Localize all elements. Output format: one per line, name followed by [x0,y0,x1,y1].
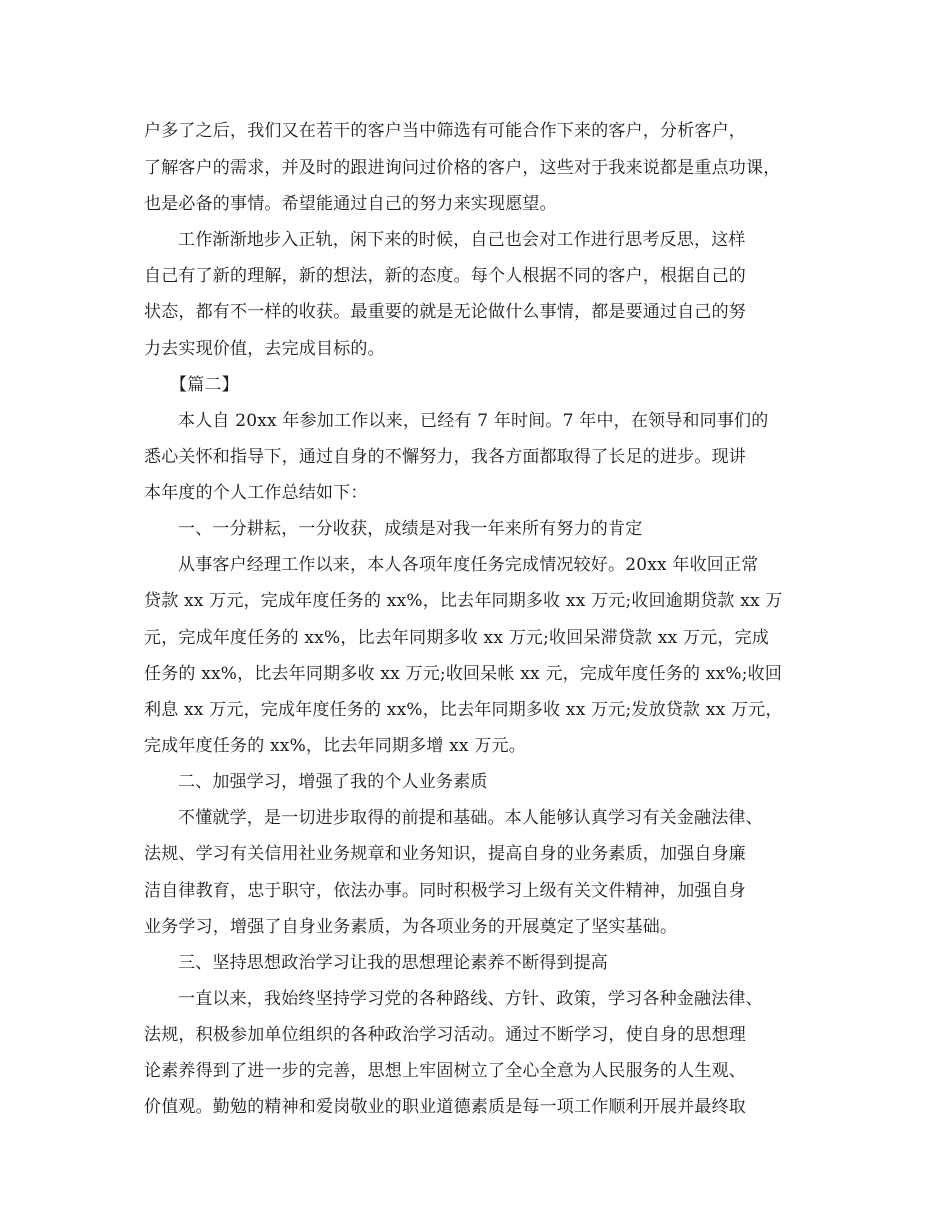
text-line: 了解客户的需求，并及时的跟进询问过价格的客户，这些对于我来说都是重点功课， [144,158,781,178]
text-line: 洁自律教育，忠于职守，依法办事。同时积极学习上级有关文件精神，加强自身 [144,881,746,901]
text-line: 任务的 xx%，比去年同期多收 xx 万元;收回呆帐 xx 元，完成年度任务的 xx%;收回 [144,664,783,684]
text-line: 户多了之后，我们又在若干的客户当中筛选有可能合作下来的客户，分析客户， [144,121,746,141]
text-line: 价值观。勤勉的精神和爱岗敬业的职业道德素质是每一项工作顺利开展并最终取 [144,1097,746,1117]
text-line: 一直以来，我始终坚持学习党的各种路线、方针、政策，学习各种金融法律、 [178,989,763,1009]
text-line: 利息 xx 万元，完成年度任务的 xx%，比去年同期多收 xx 万元;发放贷款 xx 万元， [144,700,783,720]
text-line: 贷款 xx 万元，完成年度任务的 xx%，比去年同期多收 xx 万元;收回逾期贷款 xx 万 [144,591,783,611]
text-line: 也是必备的事情。希望能通过自己的努力来实现愿望。 [144,194,557,214]
text-line: 不懂就学，是一切进步取得的前提和基础。本人能够认真学习有关金融法律、 [178,808,763,828]
text-line: 自己有了新的理解，新的想法，新的态度。每个人根据不同的客户，根据自己的 [144,266,746,286]
section-subheading: 三、坚持思想政治学习让我的思想理论素养不断得到提高 [178,953,608,973]
section-subheading: 一、一分耕耘，一分收获，成绩是对我一年来所有努力的肯定 [178,519,643,539]
text-line: 从事客户经理工作以来，本人各项年度任务完成情况较好。20xx 年收回正常 [178,555,759,575]
text-line: 工作渐渐地步入正轨，闲下来的时候，自己也会对工作进行思考反思，这样 [178,230,746,250]
text-line: 本年度的个人工作总结如下： [144,483,368,503]
text-line: 业务学习，增强了自身业务素质，为各项业务的开展奠定了坚实基础。 [144,917,678,937]
text-line: 力去实现价值，去完成目标的。 [144,339,385,359]
text-line: 本人自 20xx 年参加工作以来，已经有 7 年时间。7 年中，在领导和同事们的 [178,411,769,431]
section-subheading: 二、加强学习，增强了我的个人业务素质 [178,772,488,792]
section-heading: 【篇二】 [170,375,239,395]
text-line: 法规、学习有关信用社业务规章和业务知识，提高自身的业务素质，加强自身廉 [144,844,746,864]
text-line: 完成年度任务的 xx%，比去年同期多增 xx 万元。 [144,736,526,756]
text-line: 悉心关怀和指导下，通过自身的不懈努力，我各方面都取得了长足的进步。现讲 [144,447,746,467]
text-line: 状态，都有不一样的收获。最重要的就是无论做什么事情，都是要通过自己的努 [144,302,746,322]
text-line: 论素养得到了进一步的完善，思想上牢固树立了全心全意为人民服务的人生观、 [144,1061,746,1081]
text-line: 元，完成年度任务的 xx%，比去年同期多收 xx 万元;收回呆滞贷款 xx 万元，完成 [144,628,770,648]
text-line: 法规，积极参加单位组织的各种政治学习活动。通过不断学习，使自身的思想理 [144,1025,746,1045]
